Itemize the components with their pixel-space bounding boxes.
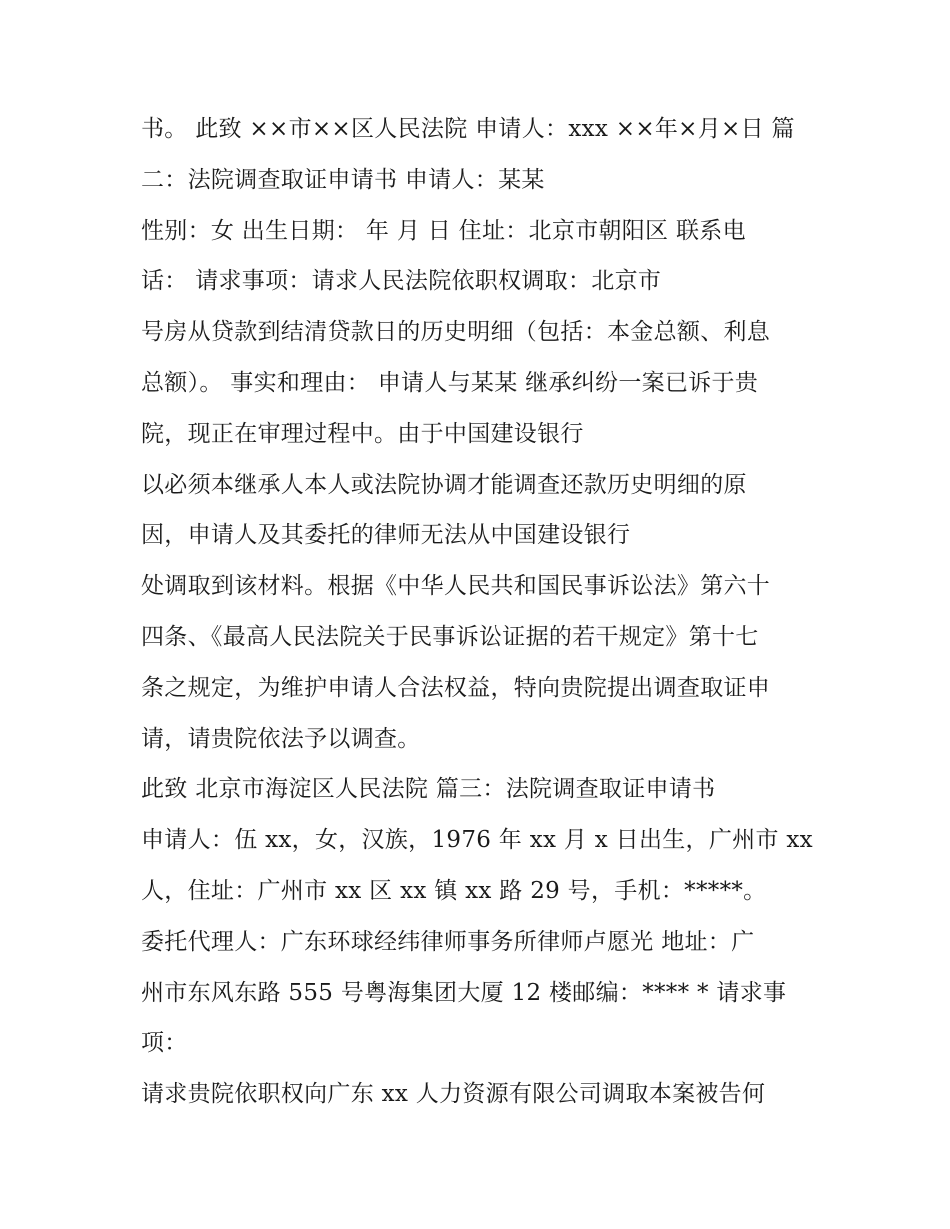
text-line: 此致 北京市海淀区人民法院 篇三：法院调查取证申请书 [141, 776, 716, 803]
text-line: 院，现正在审理过程中。由于中国建设银行 [141, 420, 584, 447]
text-line: 请求贵院依职权向广东 xx 人力资源有限公司调取本案被告何 [141, 1081, 766, 1108]
text-line: 话： 请求事项：请求人民法院依职权调取：北京市 [141, 268, 662, 295]
text-line: 性别：女 出生日期： 年 月 日 住址：北京市朝阳区 联系电 [141, 217, 746, 244]
text-line: 人，住址：广州市 xx 区 xx 镇 xx 路 29 号，手机：*****。 [141, 877, 767, 904]
text-line: 以必须本继承人本人或法院协调才能调查还款历史明细的原 [141, 471, 747, 498]
text-line: 委托代理人：广东环球经纬律师事务所律师卢愿光 地址：广 [141, 928, 755, 955]
text-line: 四条、《最高人民法院关于民事诉讼证据的若干规定》第十七 [141, 623, 759, 650]
text-line: 项： [141, 1030, 188, 1057]
text-line: 因，申请人及其委托的律师无法从中国建设银行 [141, 522, 631, 549]
text-line: 请，请贵院依法予以调查。 [141, 725, 421, 752]
text-line: 条之规定，为维护申请人合法权益，特向贵院提出调查取证申 [141, 674, 771, 701]
text-line: 书。 此致 ××市××区人民法院 申请人：xxx ××年×月×日 篇 [141, 116, 795, 142]
text-line: 总额）。 事实和理由： 申请人与某某 继承纠纷一案已诉于贵 [141, 369, 759, 396]
text-line: 申请人：伍 xx，女，汉族，1976 年 xx 月 x 日出生，广州市 xx [141, 827, 813, 854]
text-line: 州市东风东路 555 号粤海集团大厦 12 楼邮编：**** * 请求事 [141, 979, 787, 1006]
text-line: 二：法院调查取证申请书 申请人：某某 [141, 166, 545, 193]
document-body [141, 104, 821, 1120]
text-line: 处调取到该材料。根据《中华人民共和国民事诉讼法》第六十 [141, 573, 771, 600]
text-line: 号房从贷款到结清贷款日的历史明细（包括：本金总额、利息 [141, 319, 771, 346]
